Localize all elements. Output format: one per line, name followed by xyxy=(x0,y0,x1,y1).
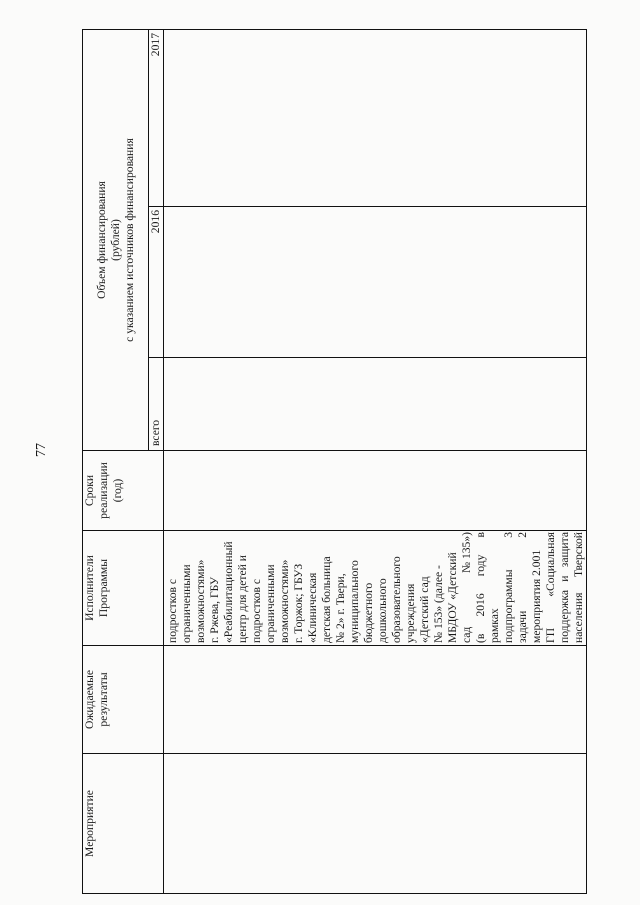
executor-line: возможностями» xyxy=(194,559,207,643)
header-financing-line-1: Объем финансирования xyxy=(94,181,108,299)
header-results-line-2: результаты xyxy=(97,672,110,727)
header-year-2017: 2017 xyxy=(149,30,164,207)
executor-word: «Социальная xyxy=(544,532,557,597)
executor-line: подростков с xyxy=(166,578,179,643)
executor-line: «Клиническая xyxy=(306,572,319,643)
header-financing-line-3: с указанием источников финансирования xyxy=(122,138,136,342)
executor-word: ГП xyxy=(544,627,557,643)
cell-2017 xyxy=(164,30,587,207)
executor-line: возможностями» xyxy=(278,559,291,643)
executor-word: Тверской xyxy=(572,532,585,578)
header-terms-line-2: реализации xyxy=(97,462,110,519)
header-total: всего xyxy=(149,358,164,451)
executor-line xyxy=(544,532,558,643)
executor-line: муниципального xyxy=(348,560,361,643)
executor-word: году xyxy=(474,554,487,577)
executor-line xyxy=(502,532,516,643)
rotated-table-sheet xyxy=(82,30,585,894)
executor-line: г. Ржева, ГБУ xyxy=(208,576,221,643)
executor-word: 2016 xyxy=(474,593,487,617)
executor-word: и xyxy=(558,575,571,582)
header-results-line-1: Ожидаемые xyxy=(83,669,96,730)
executor-line: г. Торжок; ГБУЗ xyxy=(292,563,305,643)
executor-line: «Реабилитационный xyxy=(222,541,235,643)
executor-line: дошкольного xyxy=(376,578,389,643)
executor-line: центр для детей и xyxy=(236,555,249,643)
executor-line: рамках xyxy=(488,608,501,643)
header-terms-line-1: Сроки xyxy=(83,474,96,507)
cell-results xyxy=(164,646,587,754)
cell-event xyxy=(164,754,587,894)
header-executors xyxy=(83,531,164,646)
executor-line: ограниченными xyxy=(264,564,277,643)
header-terms xyxy=(83,451,164,531)
executor-word: подпрограммы xyxy=(502,569,515,643)
executor-line: подростков с xyxy=(250,578,263,643)
header-terms-line-3: (год) xyxy=(111,478,124,503)
executor-line: «Детский сад xyxy=(418,576,431,643)
executor-word: в xyxy=(474,532,487,538)
header-financing xyxy=(83,30,149,451)
executor-line xyxy=(572,532,586,643)
executor-line: МБДОУ «Детский xyxy=(446,552,459,643)
executor-word: защита xyxy=(558,532,571,568)
executor-word: 3 xyxy=(502,532,515,538)
executors-text xyxy=(166,532,586,643)
executor-line xyxy=(460,532,474,643)
header-financing-line-2: (рублей) xyxy=(108,219,122,261)
cell-executors xyxy=(164,531,587,646)
executor-line xyxy=(474,532,488,643)
header-event-label: Мероприятие xyxy=(83,790,96,857)
executor-word: поддержка xyxy=(558,589,571,643)
header-event xyxy=(83,754,164,894)
cell-terms xyxy=(164,451,587,531)
executor-line: образовательного xyxy=(390,556,403,643)
cell-2016 xyxy=(164,207,587,358)
executor-line: № 2» г. Твери, xyxy=(334,573,347,643)
executor-word: задачи xyxy=(516,610,529,643)
header-executors-line-1: Исполнители xyxy=(83,555,96,621)
cell-total xyxy=(164,358,587,451)
header-results xyxy=(83,646,164,754)
executor-word: № 135») xyxy=(460,532,473,574)
executor-line xyxy=(558,532,572,643)
executor-line xyxy=(516,532,530,643)
executor-line: детская больница xyxy=(320,556,333,643)
page-number: 77 xyxy=(34,443,49,457)
executor-line: учреждения xyxy=(404,583,417,643)
executor-line: мероприятия 2.001 xyxy=(530,549,543,643)
executor-line: № 153» (далее - xyxy=(432,565,445,643)
executor-word: сад xyxy=(460,626,473,643)
executor-word: населения xyxy=(572,592,585,643)
executor-word: (в xyxy=(474,633,487,643)
executor-line: бюджетного xyxy=(362,582,375,643)
executor-line: ограниченными xyxy=(180,564,193,643)
header-executors-line-2: Программы xyxy=(97,558,110,618)
plan-table xyxy=(82,29,587,894)
executor-word: 2 xyxy=(516,532,529,538)
header-year-2016: 2016 xyxy=(149,207,164,358)
